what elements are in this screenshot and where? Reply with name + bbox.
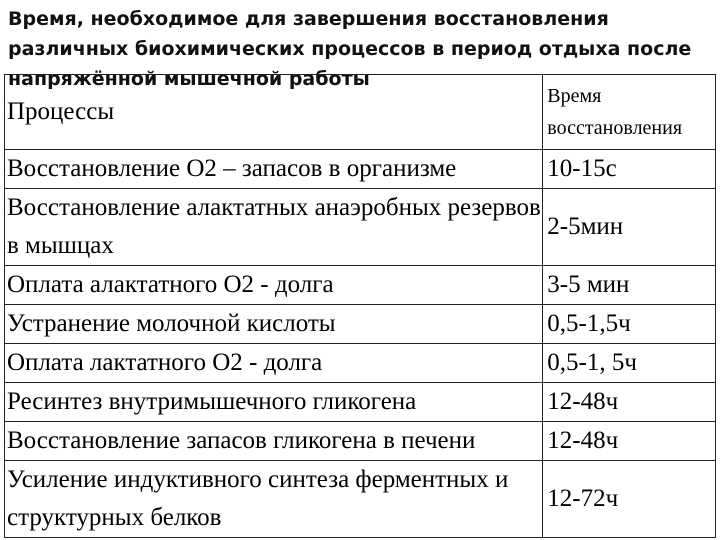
process-cell: Оплата алактатного О2 - долга	[5, 266, 543, 305]
process-cell: Восстановление запасов гликогена в печени	[5, 422, 543, 461]
table-row	[5, 461, 716, 538]
table-header-row	[5, 75, 716, 150]
time-cell: 12-48ч	[543, 383, 716, 422]
table-row	[5, 383, 716, 422]
table-row	[5, 150, 716, 189]
process-cell: Оплата лактатного О2 - долга	[5, 344, 543, 383]
table-row	[5, 189, 716, 266]
table-row	[5, 344, 716, 383]
process-cell: Усиление индуктивного синтеза ферментных и структурных белков	[5, 461, 543, 538]
time-cell: 12-72ч	[543, 461, 716, 538]
process-cell: Устранение молочной кислоты	[5, 305, 543, 344]
process-cell: Восстановление О2 – запасов в организме	[5, 150, 543, 189]
process-cell: Восстановление алактатных анаэробных резервов в мышцах	[5, 189, 543, 266]
table-row	[5, 305, 716, 344]
table-row	[5, 422, 716, 461]
process-cell: Ресинтез внутримышечного гликогена	[5, 383, 543, 422]
time-cell: 0,5-1,5ч	[543, 305, 716, 344]
time-cell: 3-5 мин	[543, 266, 716, 305]
recovery-time-table	[4, 74, 716, 538]
header-processes: Процессы	[5, 75, 543, 150]
time-cell: 12-48ч	[543, 422, 716, 461]
time-cell: 10-15с	[543, 150, 716, 189]
slide-title: Время, необходимое для завершения восстановления различных биохимических процессов в период отдыха после напряжённой мышечной работы	[8, 8, 692, 90]
time-cell: 0,5-1, 5ч	[543, 344, 716, 383]
table-row	[5, 266, 716, 305]
header-recovery-time: Время восстановления	[543, 75, 716, 150]
time-cell: 2-5мин	[543, 189, 716, 266]
